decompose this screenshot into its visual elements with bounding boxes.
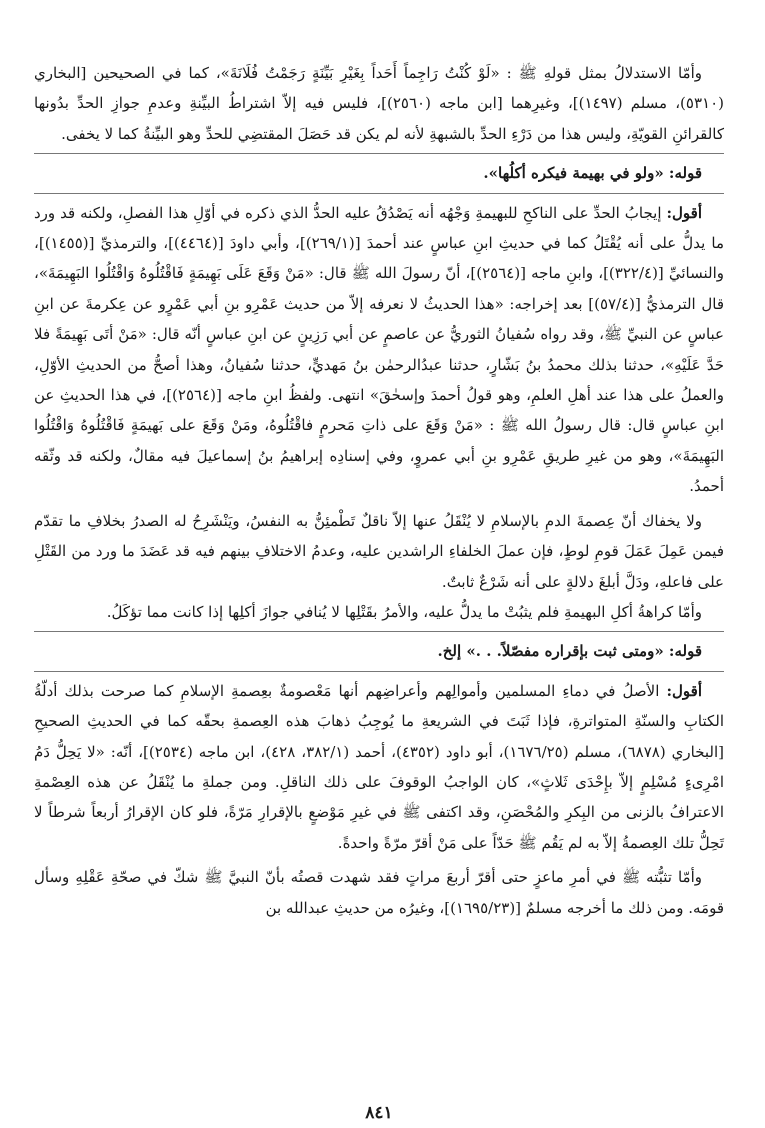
page-number: ٨٤١ xyxy=(365,1103,393,1123)
section-divider xyxy=(34,193,724,194)
paragraph-maiz: وأمّا تثبُّته ﷺ في أمرِ ماعزٍ حتى أقرّ أربعَ مراتٍ فقد شهدت قصتُه بأنّ النبيَّ ﷺ شكّ في صحّةِ عَقْلِهِ وسأل قومَه. ومن ذلك ما أخرجه مسلمٌ [(١٦٩٥/٢٣)]، وغيرُه من حديثِ عبدالله بن xyxy=(34,868,724,917)
section-divider xyxy=(34,153,724,154)
paragraph-asl-fi-al-dima xyxy=(34,676,724,858)
section-divider xyxy=(34,671,724,672)
section-divider xyxy=(34,631,724,632)
paragraph-karahat-akl: وأمّا كراهةُ أكلِ البهيمةِ فلم يثبُتْ ما يدلُّ عليه، والأمرُ بقَتْلِها لا يُنافي جوازَ أكلِها إذا كانت مما تؤكَلُ. xyxy=(106,602,702,621)
section-heading-bestiality: قوله: «ولو في بهيمة فيكره أكلُها». xyxy=(483,164,702,183)
paragraph-text: إيجابُ الحدِّ على الناكحِ للبهيمةِ وَجْهُه أنه يَصْدُقُ عليه الحدُّ الذي ذكره في أوّلِ هذا الفصلِ، ولكنه قد ورد ما يدلُّ على أنه يُقْتَلُ كما في حديثِ ابنِ عباسٍ عند أحمدَ [(٢٦٩/١)]، وأبي داودَ [(٤٤٦٤)]، والترمذيِّ [(١٤٥٥)]، والنسائيِّ [(٣٢٢/٤)]، وابنِ ماجه [(٢٥٦٤)]، أنّ رسولَ الله ﷺ قال: «مَنْ وَقَعَ عَلَى بَهِيمَةٍ فَاقْتُلُوهُ وَاقْتُلُوا البَهِيمَةَ»، قال الترمذيُّ [(٥٧/٤)] بعد إخراجه: «هذا الحديثُ لا نعرفه إلاّ من حديث عَمْرِو بنِ أبي عَمْرٍو عن عِكرمةَ عن ابنِ عباسٍ عن النبيِّ ﷺ، وقد رواه سُفيانُ الثوريُّ عن عاصمٍ عن أبي رَزِينٍ عن ابنِ عباسٍ أنّه قال: «مَنْ أتَى بَهِيمَةً فلا حَدَّ عَلَيْهِ»، حدثنا بذلك محمدُ بنُ بَشّارٍ، حدثنا عبدُالرحمٰن بنُ مَهديٍّ، حدثنا سُفيانُ، وهذا أصحُّ من الحديثِ الأوّلِ، والعملُ على هذا عند أهلِ العلمِ، وهو قولُ أحمدَ وإسحٰقَ» انتهى. ولفظُ ابنِ ماجه [(٢٥٦٤)]، في هذا الحديثِ عن ابنِ عباسٍ قال: قال رسولُ الله ﷺ : «مَنْ وَقَعَ على ذاتِ مَحرمٍ فاقْتُلُوهُ، ومَنْ وَقَعَ على بَهيمَةٍ فَاقْتُلُوهُ وَاقْتُلُوا البَهِيمَةَ»، وهو من غيرِ طريقِ عَمْرِو بنِ أبي عمروٍ، وفي إسنادِه إبراهيمُ بنُ إسماعيلَ فيه مقالٌ، ولكنه قد وثّقه أحمدُ. xyxy=(34,203,725,496)
paragraph-istidlal: وأمّا الاستدلالُ بمثل قولهِ ﷺ : «لَوْ كُنْتُ رَاجِماً أَحَداً بِغَيْرِ بَيِّنَةٍ رَجَمْتُ فُلَانَةَ»، كما في الصحيحين [البخاري (٥٣١٠)، مسلم (١٤٩٧)]، وغيرِهما [ابن ماجه (٢٥٦٠)]، فليس فيه إلاّ اشتراطُ البيِّنةِ وعدمِ جوازِ الحدِّ بدُونها كالقرائنِ القويّةِ، وليس هذا من دَرْءِ الحدِّ بالشبهةِ لأنه لم يكن قد حَصَلَ المقتضِي للحدِّ وهو البيِّنةُ كما لا يخفى. xyxy=(34,64,724,143)
paragraph-ismat-al-dam: ولا يخفاك أنّ عِصمةَ الدمِ بالإسلامِ لا يُنْقَلُ عنها إلاّ ناقلٌ تَطْمئِنُّ به النفسُ، ويَنْشَرِحُ له الصدرُ بخلافِ ما تقدّم فيمن عَمِلَ عَمَلَ قومِ لوطٍ، فإن عملَ الخلفاءِ الراشدين عليه، وعدمُ الاختلافِ بينهم فيه قد عَضَدَ ما ورد من القَتْلِ على فاعلهِ، ودَلَّ أبلغَ دلالةٍ على أنه شَرْعٌ ثابتٌ. xyxy=(34,511,724,591)
aqul-label: أقول: xyxy=(666,203,702,222)
paragraph-text: الأصلُ في دماءِ المسلمين وأموالِهم وأعراضِهم أنها مَعْصومةٌ بعِصمةِ الإسلامِ كما صرحت بذلك أدلّةُ الكتابِ والسنّةِ المتواترةِ، فإذا ثَبَتَ في الشريعةِ ما يُوجِبُ ذهابَ هذه العِصمةِ بحقّه كما في الحديثِ الصحيحِ [البخاري (٦٨٧٨)، مسلم (١٦٧٦/٢٥)، أبو داود (٤٣٥٢)، أحمد (٣٨٢/١، ٤٢٨)، ابن ماجه (٢٥٣٤)]، أنّه: «لا يَحِلُّ دَمُ امْرِىءٍ مُسْلِمٍ إلاّ بإِحْدَى ثَلاثٍ»، كان الواجبُ الوقوفَ على ذلك الناقلِ. ومن جملةِ ما يُنْقَلُ عن هذه العِصْمةِ الاعترافُ بالزنى من البِكرِ والمُحْصَنِ، وقد اكتفى ﷺ في غيرِ مَوْضعٍ بالإقرارِ مَرّةً، فلو كان الإقرارُ أربعاً شرطاً لا تَحِلُّ تلك العِصمةُ إلاّ به لم يَقُم ﷺ حَدّاً على مَنْ أقرّ مرّةً واحدةً. xyxy=(34,681,724,852)
paragraph-hadd-bahima xyxy=(34,198,724,502)
document-page xyxy=(34,58,725,1123)
aqul-label: أقول: xyxy=(666,681,702,700)
section-heading-iqrar: قوله: «ومتى ثبت بإقراره مفصّلاً. . .» إلخ. xyxy=(437,642,702,661)
